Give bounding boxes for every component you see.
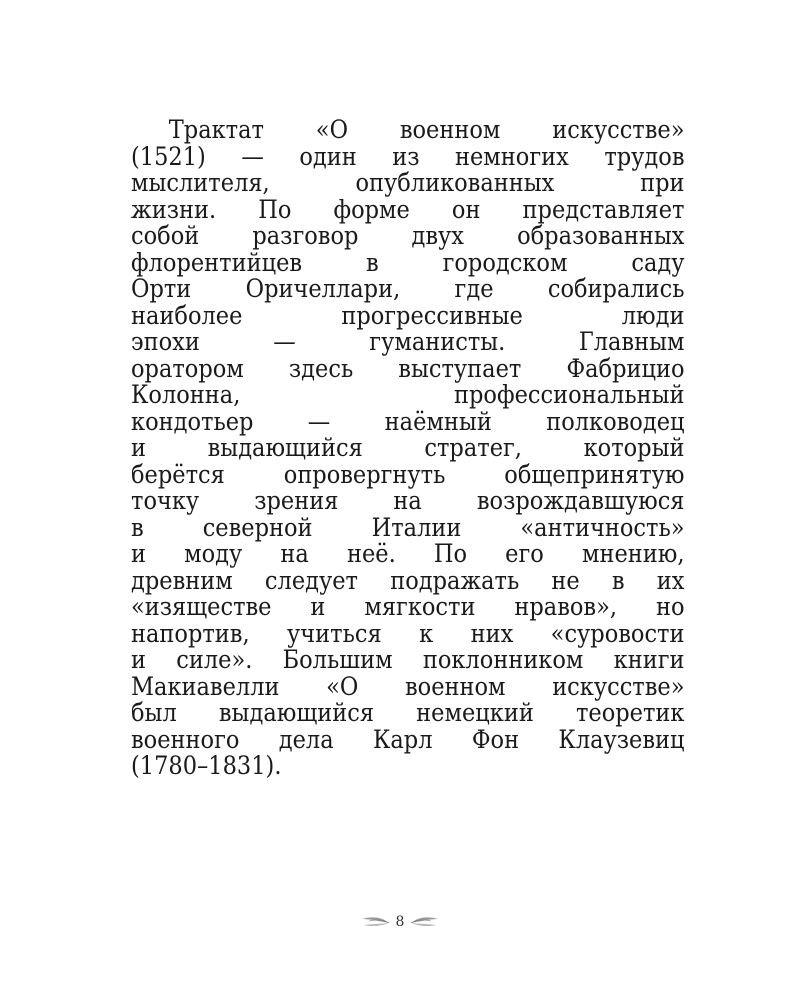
paragraph-line: (1780–1831). (131, 751, 282, 780)
paragraph-line: Макиавелли «О военном искусстве» (131, 671, 685, 701)
paragraph-line: жизни. По форме он представляет (131, 194, 685, 224)
paragraph-line: древним следует подражать не в их (131, 565, 685, 595)
paragraph-line: эпохи — гуманисты. Главным (131, 327, 685, 356)
paragraph-line: мыслителя, опубликованных при (131, 168, 685, 197)
paragraph-line: и силе». Большим поклонником книги (131, 645, 685, 674)
paragraph-line: и выдающийся стратег, который (131, 433, 685, 462)
body-paragraph (131, 117, 685, 780)
paragraph-line: в северной Италии «античность» (131, 512, 685, 542)
paragraph-line: и моду на неё. По его мнению, (131, 539, 685, 568)
paragraph-line: Трактат «О военном искусстве» (168, 115, 685, 144)
paragraph-line: оратором здесь выступает Фабрицио (131, 353, 685, 383)
paragraph-line: (1521) — один из немногих трудов (131, 141, 685, 171)
paragraph-line: «изяществе и мягкости нравов», но (131, 592, 685, 621)
paragraph-line: точку зрения на возрождавшуюся (131, 486, 685, 515)
paragraph-line: берётся опровергнуть общепринятую (131, 459, 685, 489)
paragraph-line: Колонна, профессиональный (131, 380, 685, 409)
paragraph-line: был выдающийся немецкий теоретик (131, 698, 685, 727)
paragraph-line: военного дела Карл Фон Клаузевиц (131, 724, 685, 754)
page-footer (0, 910, 800, 934)
page-number: 8 (395, 914, 405, 930)
right-leaf-ornament-icon (410, 915, 440, 929)
left-leaf-ornament-icon (360, 915, 390, 929)
paragraph-line: собой разговор двух образованных (131, 221, 685, 250)
paragraph-line: наиболее прогрессивные люди (131, 300, 685, 330)
paragraph-line: Орти Оричеллари, где собирались (131, 274, 685, 303)
paragraph-line: флорентийцев в городском саду (131, 247, 685, 277)
paragraph-line: напортив, учиться к них «суровости (131, 618, 685, 648)
paragraph-line: кондотьер — наёмный полководец (131, 406, 685, 436)
